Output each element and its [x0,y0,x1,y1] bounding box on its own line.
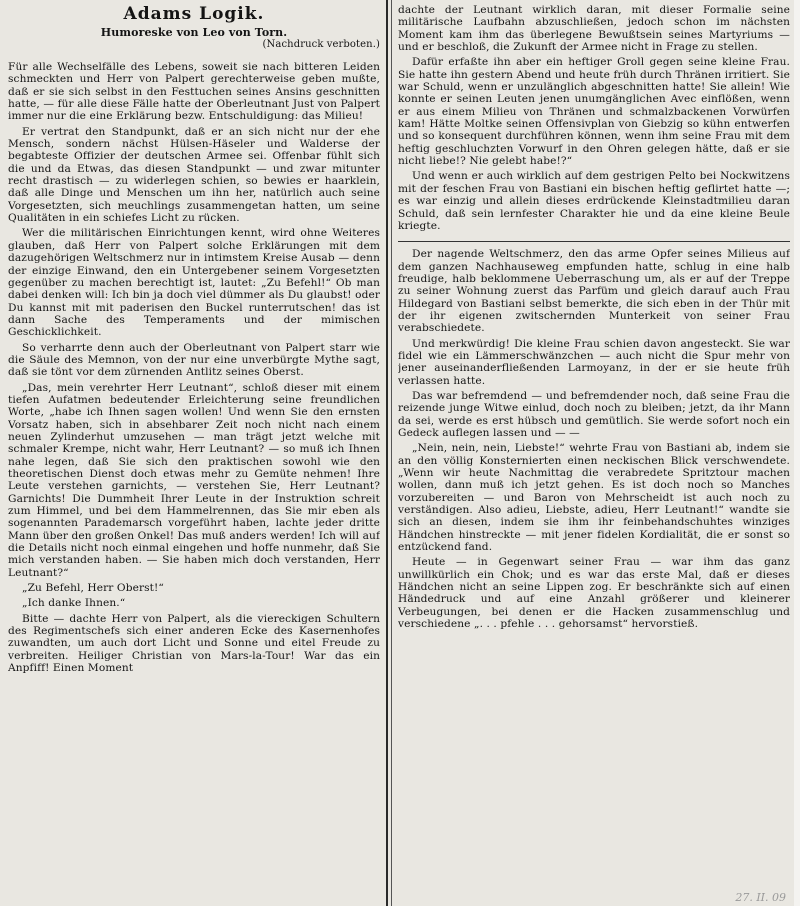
paragraph: Und merkwürdig! Die kleine Frau schien davon angesteckt. Sie war fidel wie ein Lämmerschwänzchen — auch nicht die Spur mehr von jener auseinanderfließenden Larmoyanz, in der er sie heute früh verlassen hatte. [398,337,790,387]
paragraph: „Das, mein verehrter Herr Leutnant“, schloß dieser mit einem tiefen Aufatmen bedeutender Erleichterung seine freundlichen Worte, „habe ich Ihnen sagen wollen! Und wenn Sie den ernsten Vorsatz haben, sich in absehbarer Zeit noch nicht nach einem neuen Zylinderhut umzusehen — man trägt jetzt welche mit schmaler Krempe, nicht wahr, Herr Leutnant? — so muß ich Ihnen nahe legen, daß Sie sich den praktischen sowohl wie den theoretischen Dienst doch etwas mehr zu Gemüte nehmen! Ihre Leute verstehen garnichts, — verstehen Sie, Herr Leutnant? Garnichts! Die Dummheit Ihrer Leute in der Instruktion schreit zum Himmel, und bei dem Hammelrennen, das Sie mir eben als sogenannten Parademarsch vorgeführt haben, lachte jeder dritte Mann über den großen Onkel! Das muß anders werden! Ich will auf die Details nicht noch einmal eingehen und hoffe nunmehr, daß Sie mich verstanden haben. — Sie haben mich doch verstanden, Herr Leutnant?“ [8,381,380,579]
paragraph: So verharrte denn auch der Oberleutnant von Palpert starr wie die Säule des Memnon, von der nur eine unverbürgte Mythe sagt, daß sie tönt vor dem zürnenden Antlitz seines Oberst. [8,341,380,379]
article-subtitle: Humoreske von Leo von Torn. [100,26,288,39]
paragraph: Er vertrat den Standpunkt, daß er an sich nicht nur der ehe Mensch, sondern nächst Hülsen-Häseler und Walderse der begabteste Offizier der deutschen Armee sei. Offenbar fühlt sich die und da Etwas, das diesen Standpunkt — und zwar mitunter recht drastisch — zu widerlegen schien, so bewies er haarklein, daß alle Dinge und Menschen um ihn her, natürlich auch seine Vorgesetzten, sich meuchlings zusammengetan hatten, um seine Qualitäten in ein schiefes Licht zu rücken. [8,125,380,225]
paragraph: Für alle Wechselfälle des Lebens, soweit sie nach bitteren Leiden schmeckten und Herr von Palpert gerechterweise geben mußte, daß er sie sich selbst in den Festtuchen seines Ansins geschnitten hatte, — für alle diese Fälle hatte der Oberleutnant Just von Palpert immer nur die eine Erklärung bezw. Entschuldigung: das Milieu! [8,61,380,123]
page-edge [794,0,800,906]
paragraph: „Nein, nein, nein, Liebste!“ wehrte Frau von Bastiani ab, indem sie an den völlig Konsternierten einen neckischen Blick verschwendete. „Wenn wir heute Nachmittag die verabredete Spritztour machen wollen, dann muß ich jetzt gehen. Es ist doch noch so Manches vorzubereiten — und Baron von Mehrscheidt ist auch noch zu verständigen. Also adieu, Liebste, adieu, Herr Leutnant!“ wandte sie sich an diesen, indem sie ihm ihr feinbehandschuhtes winziges Händchen hinstreckte — mit jener fidelen Kordialität, die er sonst so entzückend fand. [398,442,790,554]
paragraph: Das war befremdend — und befremdender noch, daß seine Frau die reizende junge Witwe einlud, doch noch zu bleiben; jetzt, da ihr Mann da sei, werde es erst hübsch und gemütlich. Sie werde sofort noch ein Gedeck auflegen lassen und — — [398,389,790,439]
paragraph: Bitte — dachte Herr von Palpert, als die viereckigen Schultern des Regimentschefs sich einer anderen Ecke des Kasernenhofes zuwandten, um auch dort Licht und Sonne und eitel Freude zu verbreiten. Heiliger Christian von Mars-la-Tour! War das ein Anpfiff! Einen Moment [8,612,380,675]
column-rule [386,0,388,906]
paragraph: dachte der Leutnant wirklich daran, mit dieser Formalie seine militärische Laufbahn abzuschließen, jedoch schon im nächsten Moment kam ihm das überlegene Bewußtsein seines Martyriums — und er beschloß, die Zukunft der Armee nicht in Frage zu stellen. [398,4,790,54]
paragraph: Wer die militärischen Einrichtungen kennt, wird ohne Weiteres glauben, daß Herr von Palpert solche Erklärungen mit dem dazugehörigen Weltschmerz nur in intimstem Kreise Ausab — denn der einzige Einwand, den ein Untergebener seinem Vorgesetzten gegenüber zu machen berechtigt ist, lautet: „Zu Befehl!“ Ob man dabei denken will: Ich bin ja doch viel dümmer als Du glaubst! oder Du kannst mit mit paderisen den Buckel runterrutschen! das ist dann Sache des Temperaments und der mimischen Geschicklichkeit. [8,227,380,339]
article-title: Adams Logik. [123,4,265,24]
paragraph: „Ich danke Ihnen.“ [22,597,126,610]
handwritten-date: 27. II. 09 [735,891,786,904]
column-rule-thin [391,0,392,906]
paragraph: Der nagende Weltschmerz, den das arme Opfer seines Milieus auf dem ganzen Nachhauseweg empfunden hatte, schlug in eine halb freudige, halb beklommene Ueberraschung um, als er auf der Treppe zu seiner Wohnung zuerst das Parfüm und gleich darauf auch Frau Hildegard von Bastiani selbst bemerkte, die sich eben in der Thür mit der ihr eigenen zwitschernden Munterkeit von seiner Frau verabschiedete. [398,248,790,335]
paragraph: Heute — in Gegenwart seiner Frau — war ihm das ganz unwillkürlich ein Chok; und es war das erste Mal, daß er dieses Händchen nicht an seine Lippen zog. Er beschränkte sich auf einen Händedruck und auf eine Anzahl größerer und kleinerer Verbeugungen, bei denen er die Hacken zusammenschlug und verschiedene „. . . pfehle . . . gehorsamst“ hervorstieß. [398,556,790,631]
left-column [8,4,380,902]
section-separator [398,241,790,242]
paragraph: Und wenn er auch wirklich auf dem gestrigen Pelto bei Nockwitzens mit der feschen Frau von Bastiani ein bischen heftig geflirtet hatte —; es war einzig und allein dieses erdrückende Kleinstadtmilieu daran Schuld, daß sein lernfester Charakter hie und da eine kleine Beule kriegte. [398,170,790,232]
paragraph: Dafür erfaßte ihn aber ein heftiger Groll gegen seine kleine Frau. Sie hatte ihn gestern Abend und heute früh durch Thränen irritiert. Sie war Schuld, wenn er unzulänglich abgeschnitten hatte! Sie allein! Wie konnte er seinen Leuten jenen unumgänglichen Avec einflößen, wenn er aus einem Milieu von Thränen und schmalzbackenen Vorwürfen kam! Hätte Moltke seinen Offensivplan von Giebzig so kühn entwerfen und so konsequent durchführen können, wenn ihm seine Frau mit dem heftig geschluchzten Vorwurf in den Ohren gelegen hätte, daß er sie nicht liebe!? Nie gelebt habe!?“ [398,56,790,168]
right-column [398,4,790,902]
reprint-note: (Nachdruck verboten.) [262,39,380,50]
paragraph: „Zu Befehl, Herr Oberst!“ [22,582,164,595]
